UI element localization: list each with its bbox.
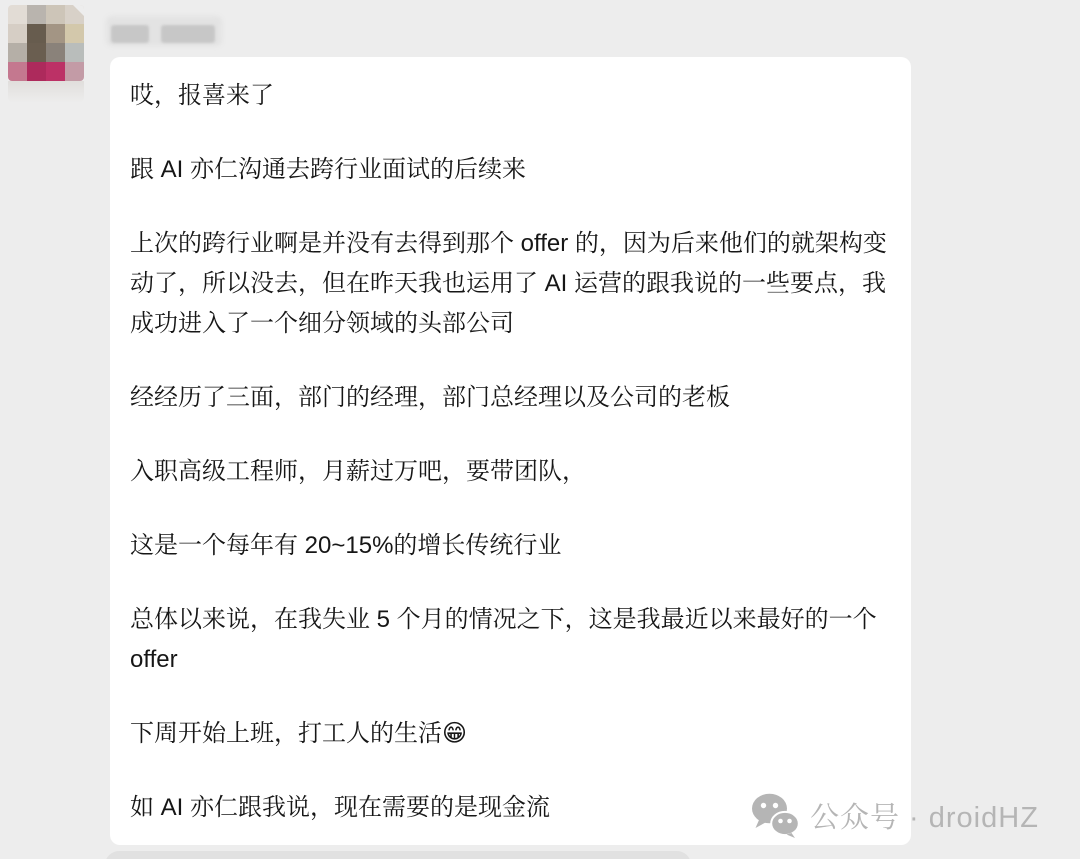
avatar-pixel: [46, 62, 65, 81]
next-message-bubble-peek: [105, 851, 691, 859]
message-paragraph: 哎，报喜来了: [130, 82, 274, 109]
message-paragraph: 下周开始上班，打工人的生活😁: [130, 720, 468, 747]
avatar-pixel: [46, 5, 65, 24]
avatar-pixel: [65, 62, 84, 81]
message-paragraph: 上次的跨行业啊是并没有去得到那个 offer 的，因为后来他们的就架构变动了，所以没去，但在昨天我也运用了 AI 运营的跟我说的一些要点，我成功进入了一个细分领域的头部公司: [130, 230, 887, 337]
wechat-logo-icon: [750, 792, 800, 838]
avatar-corner-notch: [73, 5, 84, 16]
avatar-pixel: [65, 24, 84, 43]
message-paragraph: 这是一个每年有 20~15%的增长传统行业: [130, 532, 562, 559]
avatar-pixel: [8, 62, 27, 81]
avatar[interactable]: [8, 5, 84, 81]
avatar-pixel: [46, 24, 65, 43]
avatar-pixel: [27, 43, 46, 62]
watermark: [750, 792, 1039, 838]
watermark-label: 公众号 · droidHZ: [810, 801, 1039, 834]
avatar-pixel: [8, 5, 27, 24]
message-paragraph: 经经历了三面，部门的经理，部门总经理以及公司的老板: [130, 384, 730, 411]
avatar-shadow: [8, 81, 84, 103]
avatar-pixel: [46, 43, 65, 62]
avatar-pixel: [27, 62, 46, 81]
sender-name-redaction-block: [161, 25, 215, 43]
message-bubble[interactable]: [110, 57, 911, 845]
avatar-pixel: [65, 43, 84, 62]
avatar-pixel: [8, 43, 27, 62]
avatar-pixel: [27, 5, 46, 24]
message-paragraph: 跟 AI 亦仁沟通去跨行业面试的后续来: [130, 156, 527, 183]
sender-name-redaction-block: [111, 25, 149, 43]
message-paragraph: 如 AI 亦仁跟我说，现在需要的是现金流: [130, 794, 551, 821]
avatar-pixel: [27, 24, 46, 43]
message-paragraph: 总体以来说，在我失业 5 个月的情况之下，这是我最近以来最好的一个 offer: [130, 606, 877, 673]
avatar-pixel: [8, 24, 27, 43]
message-paragraph: 入职高级工程师，月薪过万吧，要带团队，: [130, 458, 586, 485]
